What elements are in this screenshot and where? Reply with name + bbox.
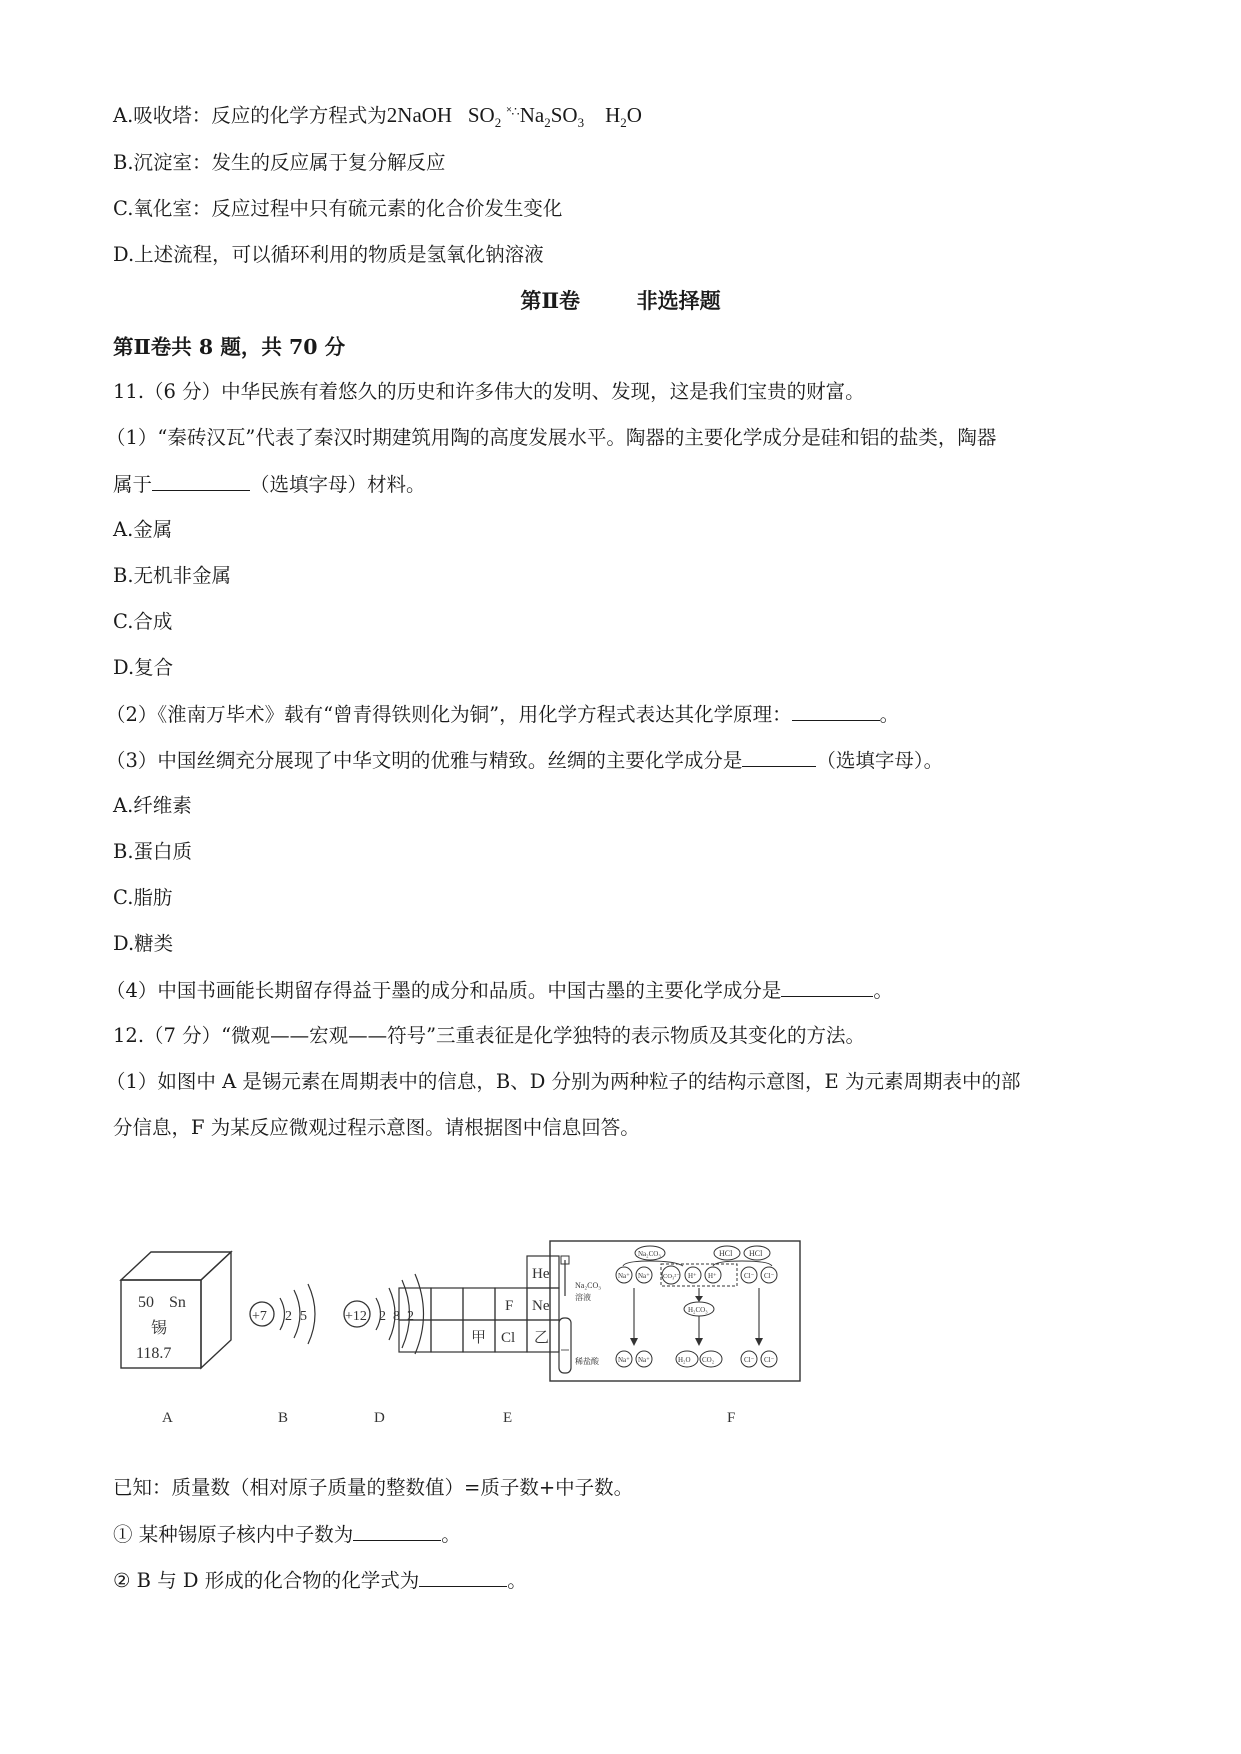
figure-f-reaction-diagram [550, 1241, 800, 1381]
q11-part1-line2: 属于 （选填字母）材料。 [113, 470, 426, 499]
svg-text:H⁺: H⁺ [708, 1272, 717, 1280]
figure-e-labels [471, 1266, 550, 1346]
svg-text:溶液: 溶液 [575, 1293, 591, 1302]
q11-part1-option-b: B.无机非金属 [113, 564, 232, 587]
q12-known: 已知：质量数（相对原子质量的整数值）=质子数+中子数。 [113, 1476, 634, 1499]
svg-text:Cl⁻: Cl⁻ [764, 1272, 775, 1280]
svg-text:+7: +7 [252, 1309, 267, 1324]
svg-text:Cl: Cl [501, 1330, 516, 1346]
q11-part3-option-c: C.脂肪 [113, 886, 173, 909]
q11-part1-option-a: A.金属 [113, 518, 173, 541]
figure-caption-d: D [374, 1410, 385, 1426]
q11-part3-option-b: B.蛋白质 [113, 840, 193, 863]
answer-blank [792, 700, 880, 721]
q12-stem: 12.（7 分）“微观——宏观——符号”三重表征是化学独特的表示物质及其变化的方法。 [113, 1024, 866, 1047]
q11-part1-option-c: C.合成 [113, 610, 173, 633]
figure-d-atom-structure [344, 1274, 424, 1354]
svg-text:+12: +12 [345, 1309, 367, 1324]
svg-text:甲: 甲 [471, 1330, 487, 1346]
q12-part1-line1: （1）如图中 A 是锡元素在周期表中的信息，B、D 分别为两种粒子的结构示意图，E 为元素周期表中的部 [106, 1070, 1021, 1093]
figure-b-atom-structure [250, 1284, 315, 1344]
svg-text:2: 2 [379, 1309, 386, 1324]
svg-text:乙: 乙 [534, 1330, 550, 1346]
q11-part1-option-d: D.复合 [113, 656, 174, 679]
q10-option-c: C.氧化室：反应过程中只有硫元素的化合价发生变化 [113, 197, 563, 220]
svg-text:Na⁺: Na⁺ [618, 1272, 630, 1280]
q11-part2: （2）《淮南万毕术》载有“曾青得铁则化为铜”，用化学方程式表达其化学原理： 。 [106, 700, 899, 729]
svg-text:H⁺: H⁺ [688, 1272, 697, 1280]
svg-text:Cl⁻: Cl⁻ [744, 1272, 755, 1280]
svg-text:2: 2 [407, 1309, 414, 1324]
q12-part1-line2: 分信息，F 为某反应微观过程示意图。请根据图中信息回答。 [113, 1116, 640, 1139]
answer-blank [742, 746, 816, 767]
figure-caption-f: F [727, 1410, 736, 1426]
svg-text:Na₂CO₃: Na₂CO₃ [638, 1250, 661, 1258]
svg-text:118.7: 118.7 [136, 1345, 172, 1362]
svg-text:He: He [532, 1266, 550, 1282]
question-figure [115, 1238, 905, 1438]
svg-text:8: 8 [393, 1309, 400, 1324]
q12-sub1: ① 某种锡原子核内中子数为 。 [113, 1520, 461, 1549]
figure-caption-a: A [162, 1410, 173, 1426]
svg-text:HCl: HCl [719, 1249, 733, 1258]
q10-option-a [113, 98, 642, 137]
figure-caption-b: B [278, 1410, 289, 1426]
svg-text:HCl: HCl [749, 1249, 763, 1258]
q11-part3: （3）中国丝绸充分展现了中华文明的优雅与精致。丝绸的主要化学成分是 （选填字母）。 [106, 746, 943, 775]
svg-text:Cl⁻: Cl⁻ [764, 1356, 775, 1364]
q10-option-a-equation: 2NaOH $SO_2$ $^{˟\therefore}Na_2SO_3$ $H_2O$ [386, 103, 642, 131]
svg-text:50: 50 [138, 1294, 154, 1311]
answer-blank [353, 1520, 441, 1541]
q10-option-a-text: A.吸收塔：反应的化学方程式为 [113, 104, 387, 127]
svg-text:5: 5 [300, 1309, 307, 1324]
svg-text:Cl⁻: Cl⁻ [744, 1356, 755, 1364]
svg-text:Na⁺: Na⁺ [618, 1356, 630, 1364]
answer-blank [781, 976, 873, 997]
section-title-left: 第Ⅱ卷 [520, 288, 581, 313]
q12-sub2: ② B 与 D 形成的化合物的化学式为 。 [113, 1566, 527, 1595]
q10-option-b: B.沉淀室：发生的反应属于复分解反应 [113, 151, 446, 174]
svg-text:Na⁺: Na⁺ [638, 1272, 650, 1280]
q11-part3-option-a: A.纤维素 [113, 794, 192, 817]
svg-text:Ne: Ne [532, 1298, 550, 1314]
answer-blank [152, 470, 250, 491]
svg-text:Na⁺: Na⁺ [638, 1356, 650, 1364]
section-title [0, 287, 1241, 315]
q11-part3-option-d: D.糖类 [113, 932, 174, 955]
figure-a-element-cube [121, 1252, 231, 1368]
svg-text:Sn: Sn [169, 1294, 186, 1311]
svg-text:Na₂CO₃: Na₂CO₃ [575, 1281, 602, 1290]
section-subtitle: 第Ⅱ卷共 8 题，共 70 分 [113, 335, 346, 359]
q11-part1-line1: （1）“秦砖汉瓦”代表了秦汉时期建筑用陶的高度发展水平。陶器的主要化学成分是硅和铝的盐类，陶器 [106, 426, 997, 449]
svg-text:H₂O: H₂O [678, 1356, 691, 1364]
svg-text:2: 2 [285, 1309, 292, 1324]
svg-text:稀盐酸: 稀盐酸 [575, 1357, 599, 1366]
svg-text:H₂CO₃: H₂CO₃ [688, 1306, 708, 1314]
svg-text:CO₂: CO₂ [702, 1356, 715, 1364]
svg-text:锡: 锡 [151, 1320, 168, 1337]
svg-text:F: F [505, 1298, 514, 1314]
section-title-right: 非选择题 [636, 288, 721, 313]
q10-option-d: D.上述流程，可以循环利用的物质是氢氧化钠溶液 [113, 243, 544, 266]
svg-text:CO₃²⁻: CO₃²⁻ [663, 1273, 680, 1280]
answer-blank [419, 1566, 507, 1587]
q11-part4: （4）中国书画能长期留存得益于墨的成分和品质。中国古墨的主要化学成分是 。 [106, 976, 893, 1005]
figure-caption-e: E [503, 1410, 513, 1426]
q11-stem: 11.（6 分）中华民族有着悠久的历史和许多伟大的发明、发现，这是我们宝贵的财富。 [113, 380, 865, 403]
